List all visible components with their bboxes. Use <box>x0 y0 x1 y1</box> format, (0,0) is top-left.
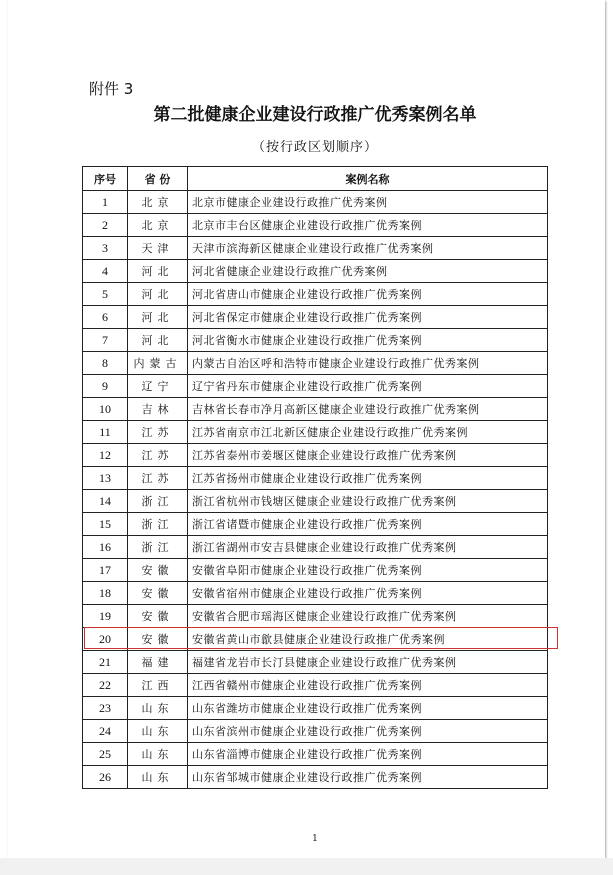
row-province: 江苏 <box>128 421 188 444</box>
table-row <box>83 697 548 720</box>
row-province: 北京 <box>128 214 188 237</box>
row-province: 浙江 <box>128 536 188 559</box>
row-number: 14 <box>83 490 128 513</box>
row-case-name: 北京市健康企业建设行政推广优秀案例 <box>188 191 548 214</box>
table-row <box>83 674 548 697</box>
document-title: 第二批健康企业建设行政推广优秀案例名单 <box>153 105 477 125</box>
row-case-name: 江苏省南京市江北新区健康企业建设行政推广优秀案例 <box>188 421 548 444</box>
table-row <box>83 191 548 214</box>
row-number: 23 <box>83 697 128 720</box>
table-row <box>83 743 548 766</box>
table-row <box>83 214 548 237</box>
document-subtitle: （按行政区划顺序） <box>251 140 378 155</box>
row-province: 安徽 <box>128 559 188 582</box>
row-number: 15 <box>83 513 128 536</box>
row-province: 吉林 <box>128 398 188 421</box>
row-number: 20 <box>83 628 128 651</box>
row-case-name: 河北省唐山市健康企业建设行政推广优秀案例 <box>188 283 548 306</box>
header-number: 序号 <box>83 167 128 191</box>
row-number: 26 <box>83 766 128 789</box>
row-number: 1 <box>83 191 128 214</box>
table-row <box>83 513 548 536</box>
row-case-name: 江苏省泰州市姜堰区健康企业建设行政推广优秀案例 <box>188 444 548 467</box>
row-number: 18 <box>83 582 128 605</box>
table-row <box>83 306 548 329</box>
row-number: 2 <box>83 214 128 237</box>
header-case-name: 案例名称 <box>188 167 548 191</box>
row-province: 福建 <box>128 651 188 674</box>
row-case-name: 内蒙古自治区呼和浩特市健康企业建设行政推广优秀案例 <box>188 352 548 375</box>
row-case-name: 浙江省诸暨市健康企业建设行政推广优秀案例 <box>188 513 548 536</box>
row-province: 山东 <box>128 697 188 720</box>
row-province: 北京 <box>128 191 188 214</box>
table-row <box>83 536 548 559</box>
row-number: 19 <box>83 605 128 628</box>
row-case-name: 福建省龙岩市长汀县健康企业建设行政推广优秀案例 <box>188 651 548 674</box>
row-province: 江苏 <box>128 444 188 467</box>
row-number: 21 <box>83 651 128 674</box>
row-province: 辽宁 <box>128 375 188 398</box>
row-case-name: 吉林省长春市净月高新区健康企业建设行政推广优秀案例 <box>188 398 548 421</box>
row-case-name: 江苏省扬州市健康企业建设行政推广优秀案例 <box>188 467 548 490</box>
row-case-name: 天津市滨海新区健康企业建设行政推广优秀案例 <box>188 237 548 260</box>
table-row <box>83 467 548 490</box>
row-province: 天津 <box>128 237 188 260</box>
table-row <box>83 766 548 789</box>
row-number: 10 <box>83 398 128 421</box>
table-row <box>83 283 548 306</box>
row-number: 7 <box>83 329 128 352</box>
row-case-name: 北京市丰台区健康企业建设行政推广优秀案例 <box>188 214 548 237</box>
row-case-name: 江西省赣州市健康企业建设行政推广优秀案例 <box>188 674 548 697</box>
table-row <box>83 628 548 651</box>
table-row <box>83 605 548 628</box>
row-province: 江苏 <box>128 467 188 490</box>
table-row <box>83 559 548 582</box>
row-province: 河北 <box>128 306 188 329</box>
row-case-name: 浙江省湖州市安吉县健康企业建设行政推广优秀案例 <box>188 536 548 559</box>
row-province: 山东 <box>128 766 188 789</box>
row-case-name: 河北省衡水市健康企业建设行政推广优秀案例 <box>188 329 548 352</box>
table-row <box>83 352 548 375</box>
row-province: 浙江 <box>128 513 188 536</box>
row-number: 25 <box>83 743 128 766</box>
row-number: 13 <box>83 467 128 490</box>
viewer-background <box>0 858 613 875</box>
row-province: 山东 <box>128 743 188 766</box>
row-case-name: 安徽省合肥市瑶海区健康企业建设行政推广优秀案例 <box>188 605 548 628</box>
table-row <box>83 582 548 605</box>
row-number: 11 <box>83 421 128 444</box>
table-row <box>83 421 548 444</box>
row-number: 5 <box>83 283 128 306</box>
row-province: 安徽 <box>128 582 188 605</box>
row-province: 河北 <box>128 329 188 352</box>
row-case-name: 浙江省杭州市钱塘区健康企业建设行政推广优秀案例 <box>188 490 548 513</box>
row-case-name: 河北省健康企业建设行政推广优秀案例 <box>188 260 548 283</box>
row-number: 4 <box>83 260 128 283</box>
row-number: 24 <box>83 720 128 743</box>
row-number: 9 <box>83 375 128 398</box>
row-case-name: 安徽省阜阳市健康企业建设行政推广优秀案例 <box>188 559 548 582</box>
header-province: 省 份 <box>128 167 188 191</box>
table-row <box>83 329 548 352</box>
table-row <box>83 444 548 467</box>
row-province: 河北 <box>128 283 188 306</box>
table-row <box>83 237 548 260</box>
table-row <box>83 490 548 513</box>
table-row <box>83 398 548 421</box>
table-row <box>83 260 548 283</box>
row-province: 安徽 <box>128 628 188 651</box>
row-case-name: 山东省邹城市健康企业建设行政推广优秀案例 <box>188 766 548 789</box>
row-number: 17 <box>83 559 128 582</box>
row-province: 内蒙古 <box>128 352 188 375</box>
row-case-name: 山东省滨州市健康企业建设行政推广优秀案例 <box>188 720 548 743</box>
row-province: 江西 <box>128 674 188 697</box>
row-case-name: 安徽省黄山市歙县健康企业建设行政推广优秀案例 <box>188 628 548 651</box>
row-number: 6 <box>83 306 128 329</box>
row-number: 8 <box>83 352 128 375</box>
table-row <box>83 375 548 398</box>
row-province: 浙江 <box>128 490 188 513</box>
row-number: 12 <box>83 444 128 467</box>
page-number: 1 <box>312 834 318 844</box>
row-number: 16 <box>83 536 128 559</box>
row-case-name: 山东省潍坊市健康企业建设行政推广优秀案例 <box>188 697 548 720</box>
row-number: 22 <box>83 674 128 697</box>
table-header-row <box>83 167 548 191</box>
table-row <box>83 720 548 743</box>
row-case-name: 山东省淄博市健康企业建设行政推广优秀案例 <box>188 743 548 766</box>
table-row <box>83 651 548 674</box>
row-province: 河北 <box>128 260 188 283</box>
row-province: 山东 <box>128 720 188 743</box>
row-case-name: 辽宁省丹东市健康企业建设行政推广优秀案例 <box>188 375 548 398</box>
row-case-name: 河北省保定市健康企业建设行政推广优秀案例 <box>188 306 548 329</box>
case-list-table <box>82 166 548 789</box>
row-province: 安徽 <box>128 605 188 628</box>
attachment-label: 附件 3 <box>89 80 134 98</box>
row-number: 3 <box>83 237 128 260</box>
row-case-name: 安徽省宿州市健康企业建设行政推广优秀案例 <box>188 582 548 605</box>
